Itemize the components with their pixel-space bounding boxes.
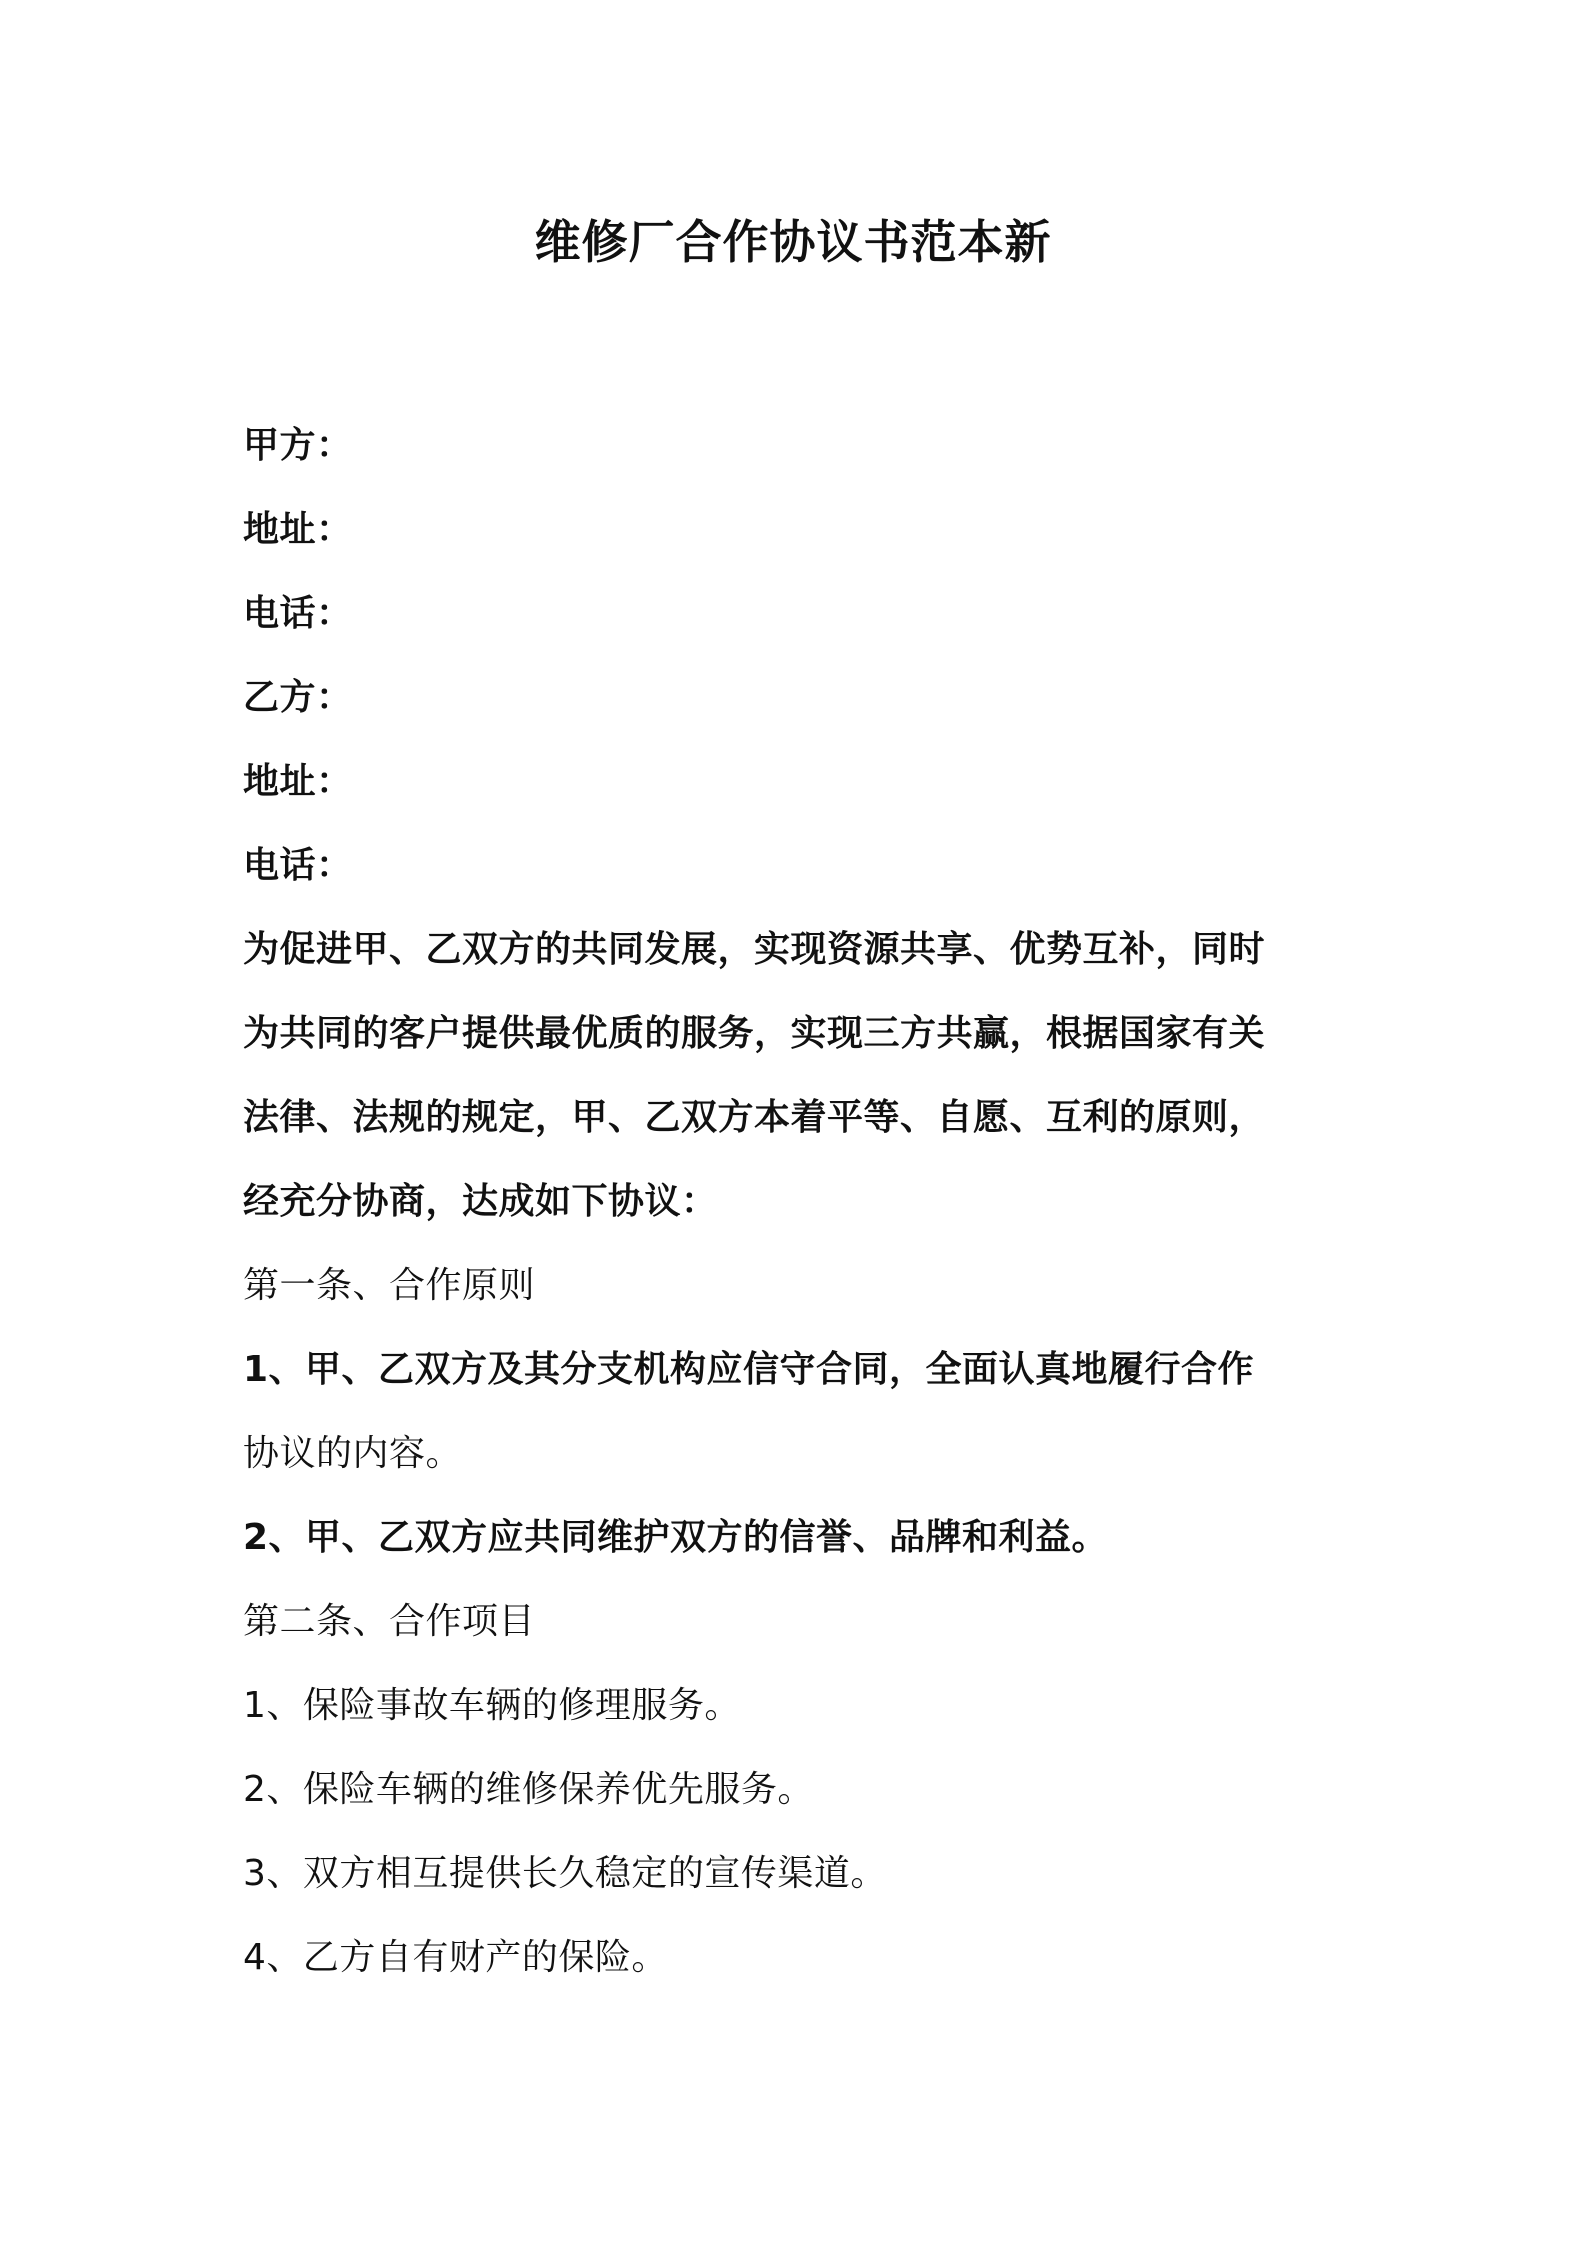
article-2-heading: 第二条、合作项目 — [243, 1601, 536, 1642]
preamble-line: 为共同的客户提供最优质的服务，实现三方共赢，根据国家有关 — [243, 1013, 1266, 1054]
party-b-label: 乙方： — [243, 677, 353, 718]
article-2-item: 4、乙方自有财产的保险。 — [243, 1937, 668, 1978]
preamble-line: 为促进甲、乙双方的共同发展，实现资源共享、优势互补，同时 — [243, 929, 1266, 970]
document-title: 维修厂合作协议书范本新 — [534, 215, 1052, 269]
article-2-item: 3、双方相互提供长久稳定的宣传渠道。 — [243, 1853, 887, 1894]
document-body — [243, 404, 1353, 2000]
article-1-item-1-line-1: 1、甲、乙双方及其分支机构应信守合同，全面认真地履行合作 — [243, 1349, 1255, 1390]
article-1-item-2: 2、甲、乙双方应共同维护双方的信誉、品牌和利益。 — [243, 1517, 1109, 1558]
article-1-heading: 第一条、合作原则 — [243, 1265, 536, 1306]
article-1-item-1-line-2: 协议的内容。 — [243, 1433, 463, 1474]
preamble-line: 法律、法规的规定，甲、乙双方本着平等、自愿、互利的原则， — [243, 1097, 1266, 1138]
preamble-line: 经充分协商，达成如下协议： — [243, 1181, 718, 1222]
party-a-phone-label: 电话： — [243, 593, 353, 634]
party-a-address-label: 地址： — [243, 509, 353, 550]
party-b-phone-label: 电话： — [243, 845, 353, 886]
party-a-label: 甲方： — [243, 425, 353, 466]
article-2-item: 1、保险事故车辆的修理服务。 — [243, 1685, 741, 1726]
party-b-address-label: 地址： — [243, 761, 353, 802]
article-2-item: 2、保险车辆的维修保养优先服务。 — [243, 1769, 814, 1810]
